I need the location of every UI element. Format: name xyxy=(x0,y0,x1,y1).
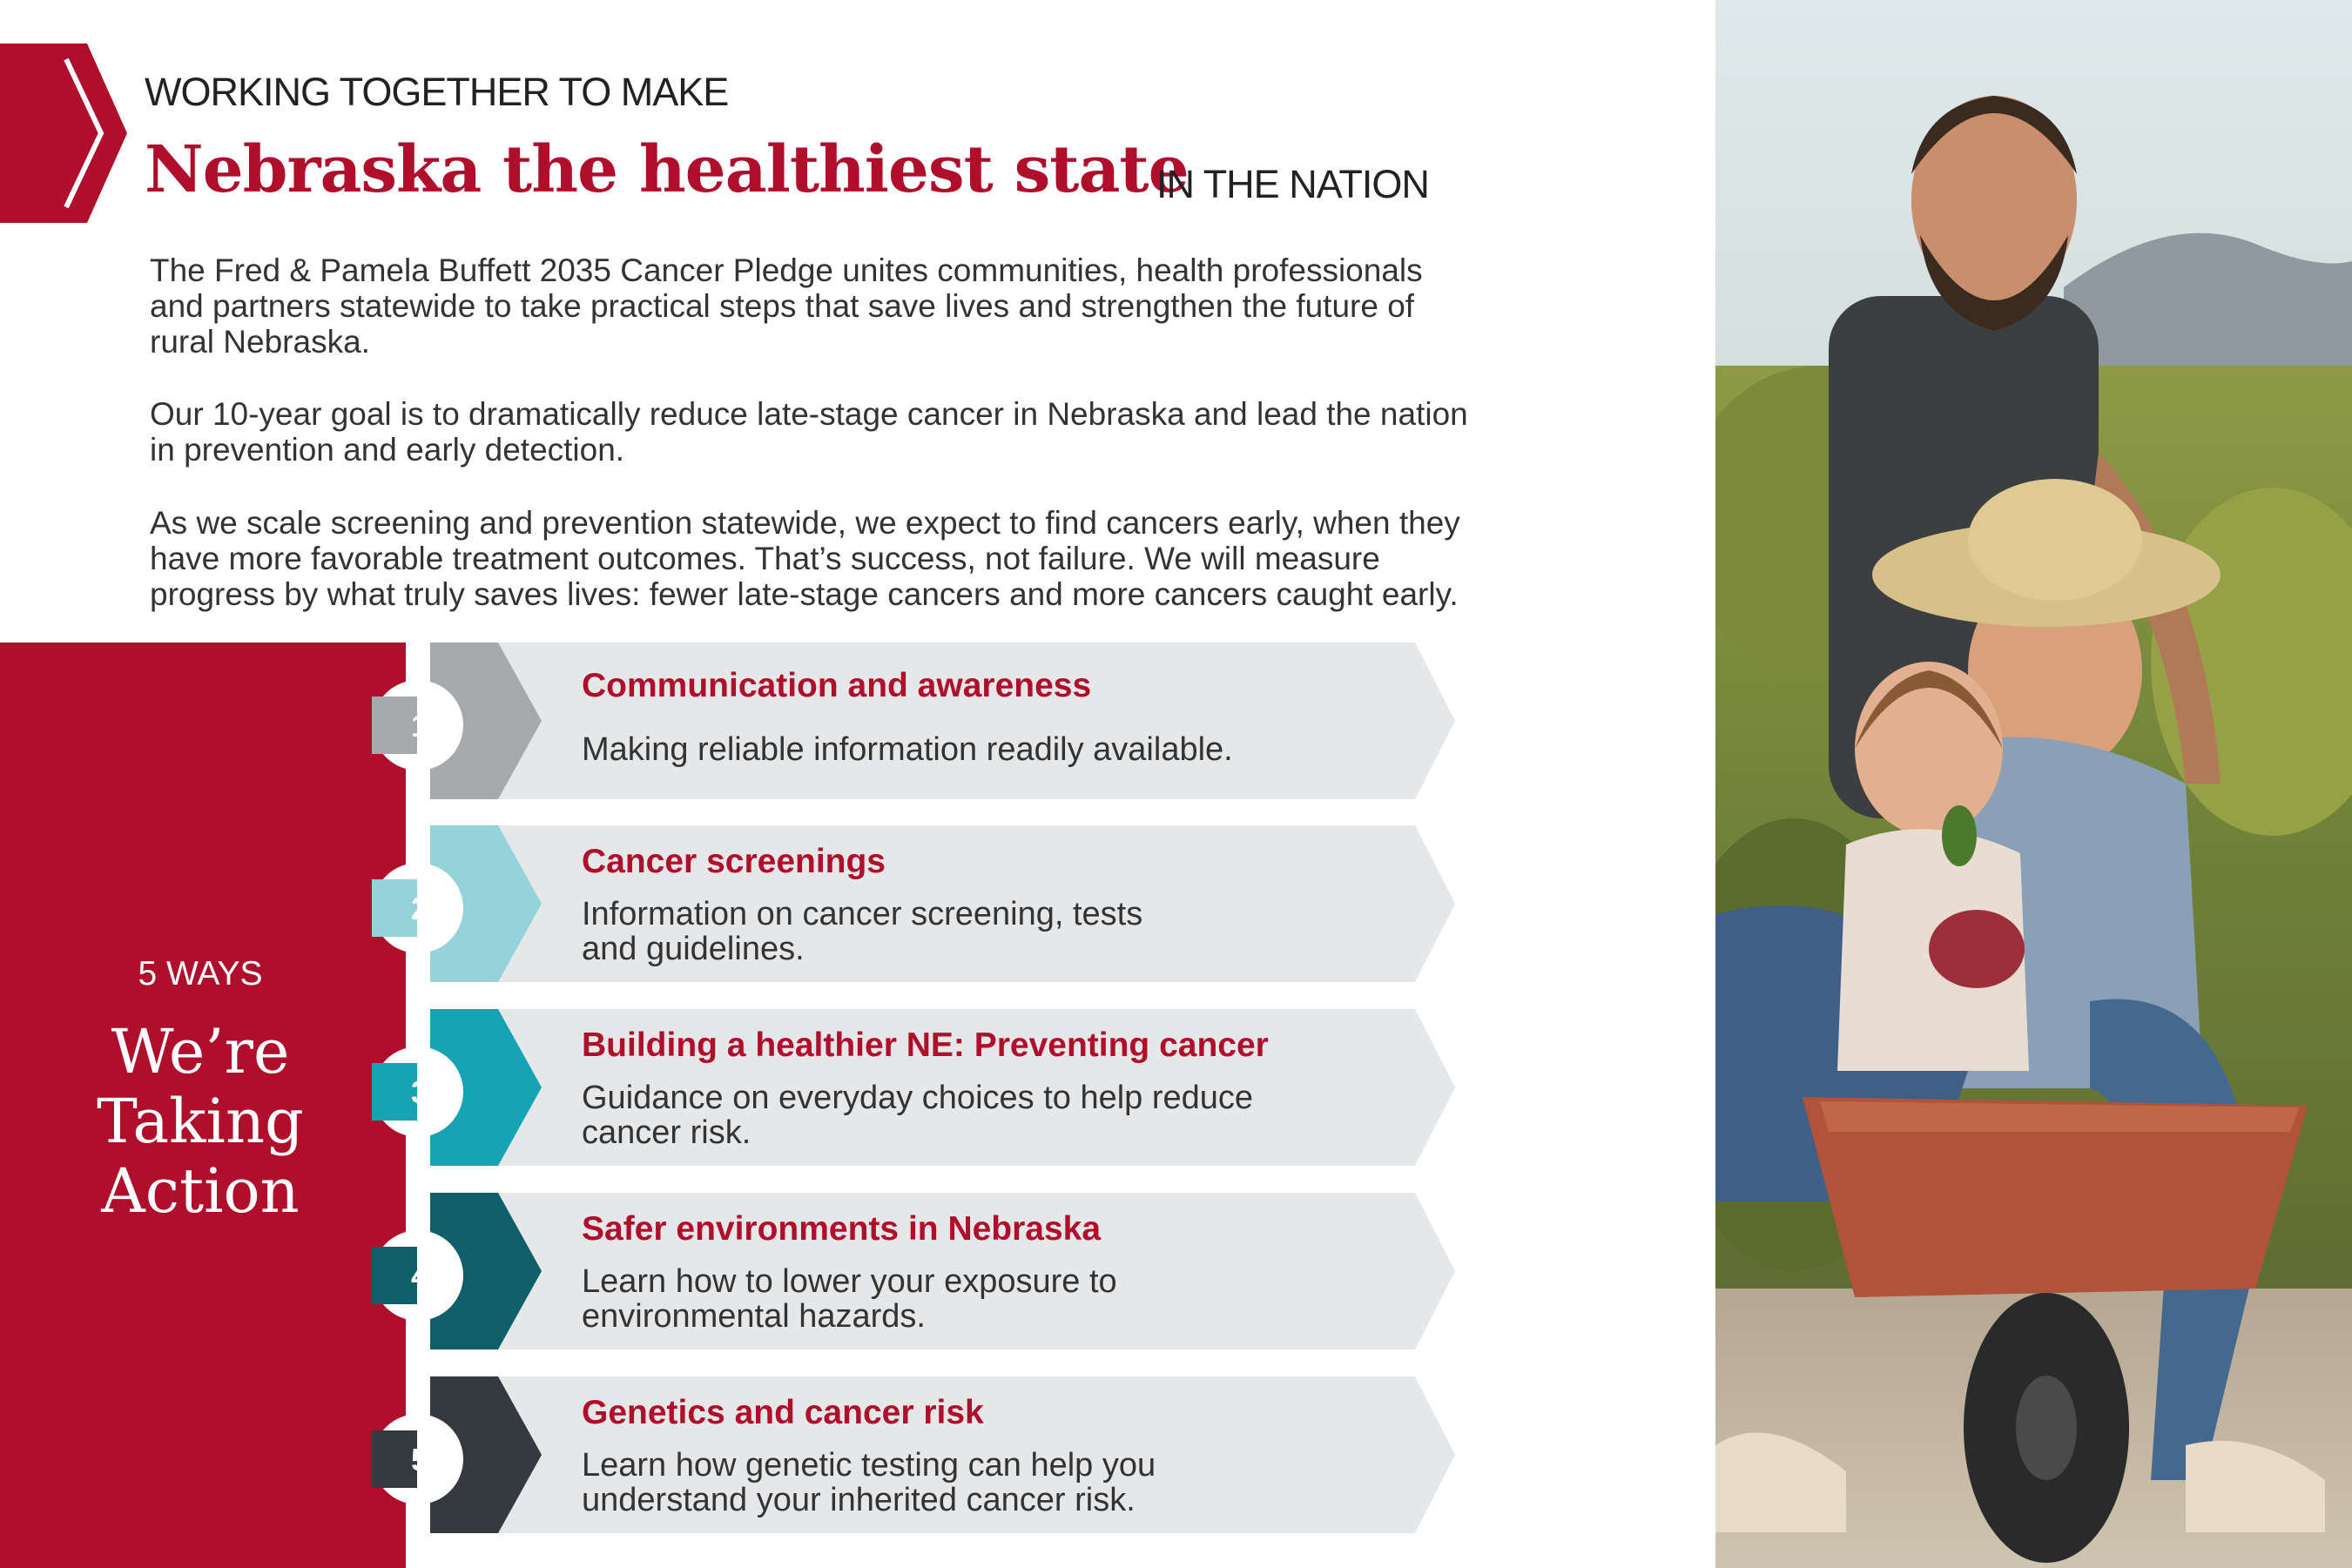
step-desc-text: Learn how to lower your exposure to xyxy=(582,1263,1117,1300)
step-number: 2 xyxy=(410,891,429,926)
step-row xyxy=(372,1193,1455,1349)
step-row xyxy=(372,643,1455,799)
step-title: Building a healthier NE: Preventing cancer xyxy=(582,1026,1269,1064)
step-row xyxy=(372,1376,1455,1533)
chevron-right-icon xyxy=(57,44,127,223)
step-desc-text: environmental hazards. xyxy=(582,1298,926,1335)
step-desc-text: Guidance on everyday choices to help reduce xyxy=(582,1080,1254,1116)
header-tagline: IN THE NATION xyxy=(1156,162,1429,206)
header-kicker: WORKING TOGETHER TO MAKE xyxy=(145,70,729,114)
intro-paragraph-1: The Fred & Pamela Buffett 2035 Cancer Pledge unites communities, health professionals and partners statewide to take practical steps that save lives and strengthen the future of rural Nebraska. xyxy=(150,252,1423,360)
step-number: 4 xyxy=(410,1258,429,1294)
step-desc-text: understand your inherited cancer risk. xyxy=(582,1482,1136,1518)
intro-paragraph-2: Our 10-year goal is to dramatically reduce late-stage cancer in Nebraska and lead the nation in prevention and early detection. xyxy=(150,396,1468,468)
step-title: Communication and awareness xyxy=(582,667,1092,704)
step-desc-text: Information on cancer screening, tests xyxy=(582,896,1143,932)
steps-list xyxy=(366,640,1463,1545)
step-row xyxy=(372,825,1455,982)
step-desc-text: cancer risk. xyxy=(582,1114,751,1151)
ways-heading: We’re Taking Action xyxy=(97,1016,304,1227)
step-desc-text: and guidelines. xyxy=(582,931,805,967)
step-desc-text: Making reliable information readily available. xyxy=(582,731,1233,768)
step-desc-text: Learn how genetic testing can help you xyxy=(582,1447,1156,1484)
step-desc-line xyxy=(582,731,1233,768)
page-title: Nebraska the healthiest state xyxy=(145,132,1189,207)
step-desc-line xyxy=(582,1447,1156,1518)
family-wheelbarrow-photo xyxy=(1715,0,2352,1568)
step-title: Cancer screenings xyxy=(582,843,886,880)
step-number: 3 xyxy=(410,1074,429,1110)
ways-count-label: 5 WAYS xyxy=(138,955,263,993)
step-title: Genetics and cancer risk xyxy=(582,1394,984,1431)
step-row xyxy=(372,1009,1455,1166)
step-number: 1 xyxy=(410,708,429,744)
step-title: Safer environments in Nebraska xyxy=(582,1210,1102,1248)
step-number: 5 xyxy=(410,1442,429,1477)
intro-paragraph-3: As we scale screening and prevention statewide, we expect to find cancers early, when they have more favorable treatment outcomes. That’s success, not failure. We will measure progress by what truly saves lives: fewer late-stage cancers and more cancers caught early. xyxy=(150,505,1460,612)
